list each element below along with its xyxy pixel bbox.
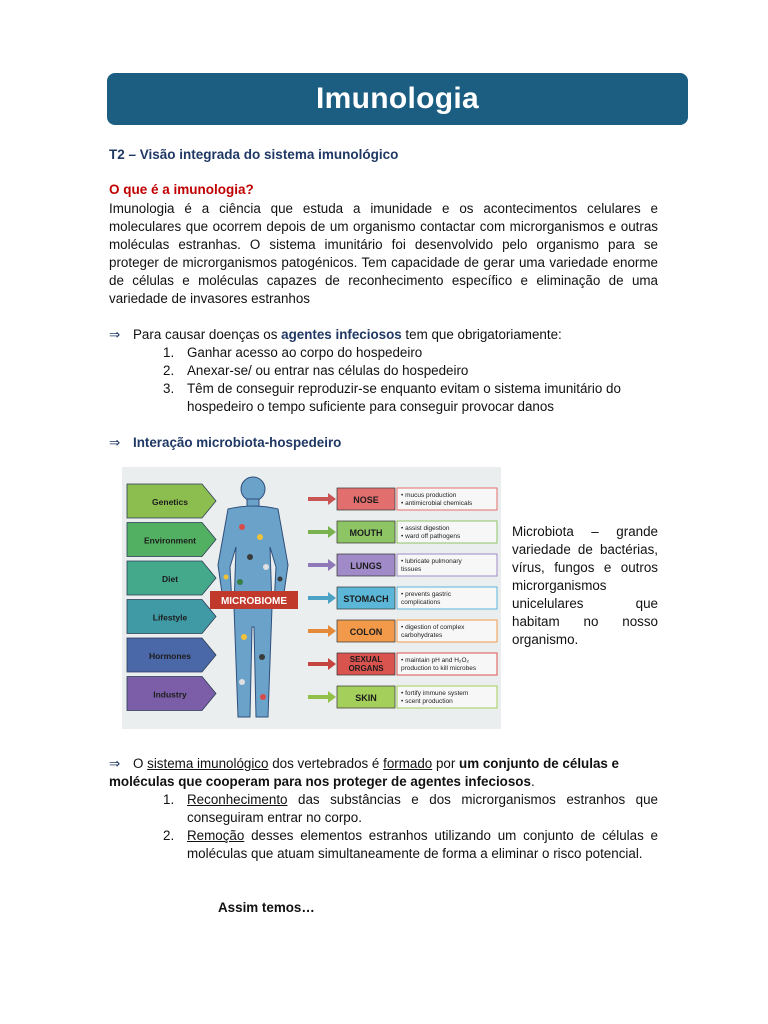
arrow-icon [308, 559, 336, 571]
organ-note: • antimicrobial chemicals [401, 500, 473, 507]
organ-label: ORGANS [348, 664, 384, 673]
factor-arrow-industry [127, 677, 216, 711]
infectious-agents-term: agentes infeciosos [281, 327, 402, 342]
microbiome-figure [122, 467, 501, 729]
arrow-icon [308, 658, 336, 670]
organ-note: • scent production [401, 698, 453, 705]
double-arrow-icon: ⇒ [109, 756, 121, 771]
immune-functions-list [163, 791, 658, 863]
factor-label: Hormones [148, 651, 192, 661]
organ-row-skin [308, 686, 497, 708]
factor-arrow-lifestyle [127, 600, 216, 634]
factor-label: Genetics [152, 497, 188, 507]
factor-arrow-genetics [127, 484, 216, 518]
list-item: 2. Remoção desses elementos estranhos utilizando um conjunto de células e moléculas que atuam simultaneamente de forma a eliminar o risco potencial. [163, 828, 658, 861]
page-title: Imunologia [316, 82, 479, 115]
infection-steps-list [163, 344, 658, 416]
list-item: 1. Ganhar acesso ao corpo do hospedeiro [163, 345, 423, 360]
arrow-icon [308, 526, 336, 538]
organ-row-sexual-organs [308, 653, 497, 675]
organ-label: COLON [349, 627, 383, 637]
double-arrow-icon: ⇒ [109, 327, 121, 342]
closing-text: Assim temos… [218, 900, 315, 915]
arrow-icon [308, 592, 336, 604]
organ-label: MOUTH [349, 528, 383, 538]
arrow-icon [308, 493, 336, 505]
list-item: 1. Reconhecimento das substâncias e dos microrganismos estranhos que conseguiram entrar no corpo. [163, 792, 658, 825]
organ-row-mouth [308, 521, 497, 543]
organ-label: STOMACH [343, 594, 389, 604]
intro-paragraph: Imunologia é a ciência que estuda a imunidade e os acontecimentos celulares e moleculares que ocorrem depois de um organismo contactar com microrganismos e outras moléculas estranhas. O sistema imunitário foi desenvolvido pelo organismo para se proteger de microrganismos patogénicos. Tem capacidade de gerar uma variedade enorme de células e moléculas capazes de reconhecimento específico e eliminação de uma variedade de invasores estranhos [109, 201, 658, 306]
organ-note: • prevents gastric [401, 591, 451, 598]
organ-label: SKIN [355, 693, 377, 703]
organ-note: • fortify immune system [401, 690, 469, 697]
organ-row-lungs [308, 554, 497, 576]
organ-row-colon [308, 620, 497, 642]
organ-note: • ward off pathogens [401, 533, 461, 540]
factor-label: Industry [153, 689, 187, 700]
organ-note: complications [401, 599, 441, 606]
organ-note: • maintain pH and H₂O₂ [401, 657, 470, 664]
factor-label: Environment [144, 535, 196, 546]
factor-label: Diet [161, 574, 179, 584]
factor-arrow-hormones [127, 638, 216, 672]
double-arrow-icon: ⇒ [109, 435, 121, 450]
organ-note: • lubricate pulmonary [401, 558, 462, 565]
organ-label: LUNGS [350, 561, 382, 571]
microbiome-label: MICROBIOME [220, 596, 288, 607]
organ-note: • assist digestion [401, 525, 450, 532]
organ-note: carbohydrates [401, 632, 443, 639]
organ-note: • mucus production [401, 492, 457, 499]
bullet-microbiota-host: ⇒ Interação microbiota-hospedeiro [109, 435, 342, 450]
organ-note: tissues [401, 566, 422, 573]
factor-label: Lifestyle [152, 612, 188, 623]
question-heading: O que é a imunologia? [109, 182, 254, 197]
list-item: 3. Têm de conseguir reproduzir-se enquanto evitam o sistema imunitário do hospedeiro o tempo suficiente para conseguir provocar danos [163, 381, 621, 414]
microbiota-definition: Microbiota – grande variedade de bactérias, vírus, fungos e outros microrganismos unicelulares que habitam no nosso organismo. [512, 524, 658, 647]
immune-system-definition: um conjunto de células e moléculas que cooperam para nos proteger de agentes infeciosos [109, 756, 620, 789]
bullet-immune-system: ⇒ O sistema imunológico dos vertebrados é formado por um conjunto de células e moléculas que cooperam para nos proteger de agentes infeciosos. [109, 756, 620, 789]
organ-label: SEXUAL [349, 655, 383, 664]
organ-note: • digestion of complex [401, 624, 465, 631]
organ-row-nose [308, 488, 497, 510]
factor-arrow-diet [127, 561, 216, 595]
arrow-icon [308, 691, 336, 703]
organ-row-stomach [308, 587, 497, 609]
organ-note: production to kill microbes [401, 665, 477, 672]
bullet-infectious-agents: ⇒ Para causar doenças os agentes infeciosos tem que obrigatoriamente: [109, 327, 562, 342]
list-item: 2. Anexar-se/ ou entrar nas células do hospedeiro [163, 363, 469, 378]
section-subtitle: T2 – Visão integrada do sistema imunológico [109, 147, 399, 162]
microbiome-diagram [122, 467, 501, 729]
title-banner [107, 73, 688, 125]
organ-label: NOSE [353, 495, 379, 505]
factor-arrow-environment [127, 523, 216, 557]
arrow-icon [308, 625, 336, 637]
